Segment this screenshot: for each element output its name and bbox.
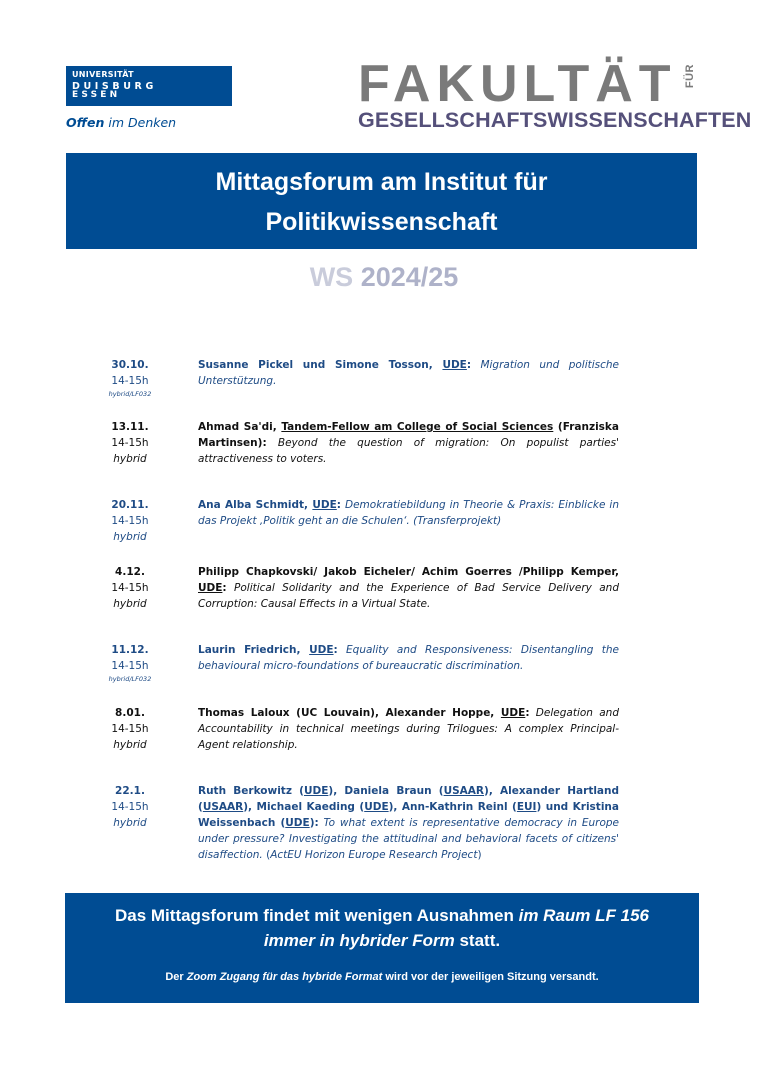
entry-text: Ruth Berkowitz (UDE), Daniela Braun (USAAR), Alexander Hartland (USAAR), Michael Kaeding (UDE), Ann-Kathrin Reinl (EUI) und Kristina Weissenbach (UDE): To what extent is representative democracy in Europe under pressure? Investigating the attitudinal and behavioral facets of citizens' disaffection. (ActEU Horizon Europe Research Project): [198, 785, 620, 861]
entry-text: Philipp Chapkovski/ Jakob Eicheler/ Achim Goerres /Philipp Kemper, UDE: Political Solidarity and the Experience of Bad Service Delivery and Corruption: Causal Effects in a Virtual State.: [198, 566, 619, 610]
ude-logo: [66, 66, 232, 106]
footer-zoom-note: Der Zoom Zugang für das hybride Format wird vor der jeweiligen Sitzung versandt.: [165, 971, 599, 983]
entry-date: 20.11. 14-15h hybrid: [111, 499, 149, 543]
faculty-fuer: FÜR: [684, 64, 696, 89]
logo-line3: ESSEN: [72, 90, 121, 100]
entry-text: Thomas Laloux (UC Louvain), Alexander Hoppe, UDE: Delegation and Accountability in technical meetings during Trilogues: A complex Principal-Agent relationship.: [198, 707, 619, 751]
page-title-line2: Politikwissenschaft: [265, 208, 498, 236]
entry-date: 11.12. 14-15h hybrid/LF032: [108, 644, 152, 683]
entry-date: 22.1. 14-15h hybrid: [111, 785, 149, 829]
entry-date: 8.01. 14-15h hybrid: [111, 707, 149, 751]
entry-text: Laurin Friedrich, UDE: Equality and Responsiveness: Disentangling the behavioural micro-foundations of bureaucratic discrimination.: [198, 644, 620, 672]
entry-date: 30.10. 14-15h hybrid/LF032: [108, 359, 152, 398]
page-title-line1: Mittagsforum am Institut für: [215, 168, 548, 196]
faculty-subtitle: GESELLSCHAFTSWISSENSCHAFTEN: [358, 108, 752, 132]
entry-text: Ana Alba Schmidt, UDE: Demokratiebildung in Theorie & Praxis: Einblicke in das Projekt ‚Politik geht an die Schulen‘. (Transferprojekt): [198, 499, 619, 527]
faculty-title: FAKULTÄT: [358, 55, 677, 113]
entry-text: Ahmad Sa'di, Tandem-Fellow am College of Social Sciences (Franziska Martinsen): Beyond the question of migration: On populist parties' attractiveness to voters.: [198, 421, 620, 465]
footer-notice: Das Mittagsforum findet mit wenigen Ausnahmen im Raum LF 156 immer in hybrider Form statt.: [114, 906, 649, 950]
entry-date: 13.11. 14-15h hybrid: [111, 421, 149, 465]
logo-line2: DUISBURG: [72, 81, 157, 92]
page-title-band: [66, 153, 697, 249]
entry-date: 4.12. 14-15h hybrid: [111, 566, 149, 610]
footer-notice-band: [65, 893, 699, 1003]
logo-line1: UNIVERSITÄT: [72, 70, 134, 79]
entry-text: Susanne Pickel und Simone Tosson, UDE: Migration und politische Unterstützung.: [198, 359, 620, 387]
logo-tagline: Offen im Denken: [66, 115, 177, 130]
semester-label: WS 2024/25: [309, 262, 459, 292]
